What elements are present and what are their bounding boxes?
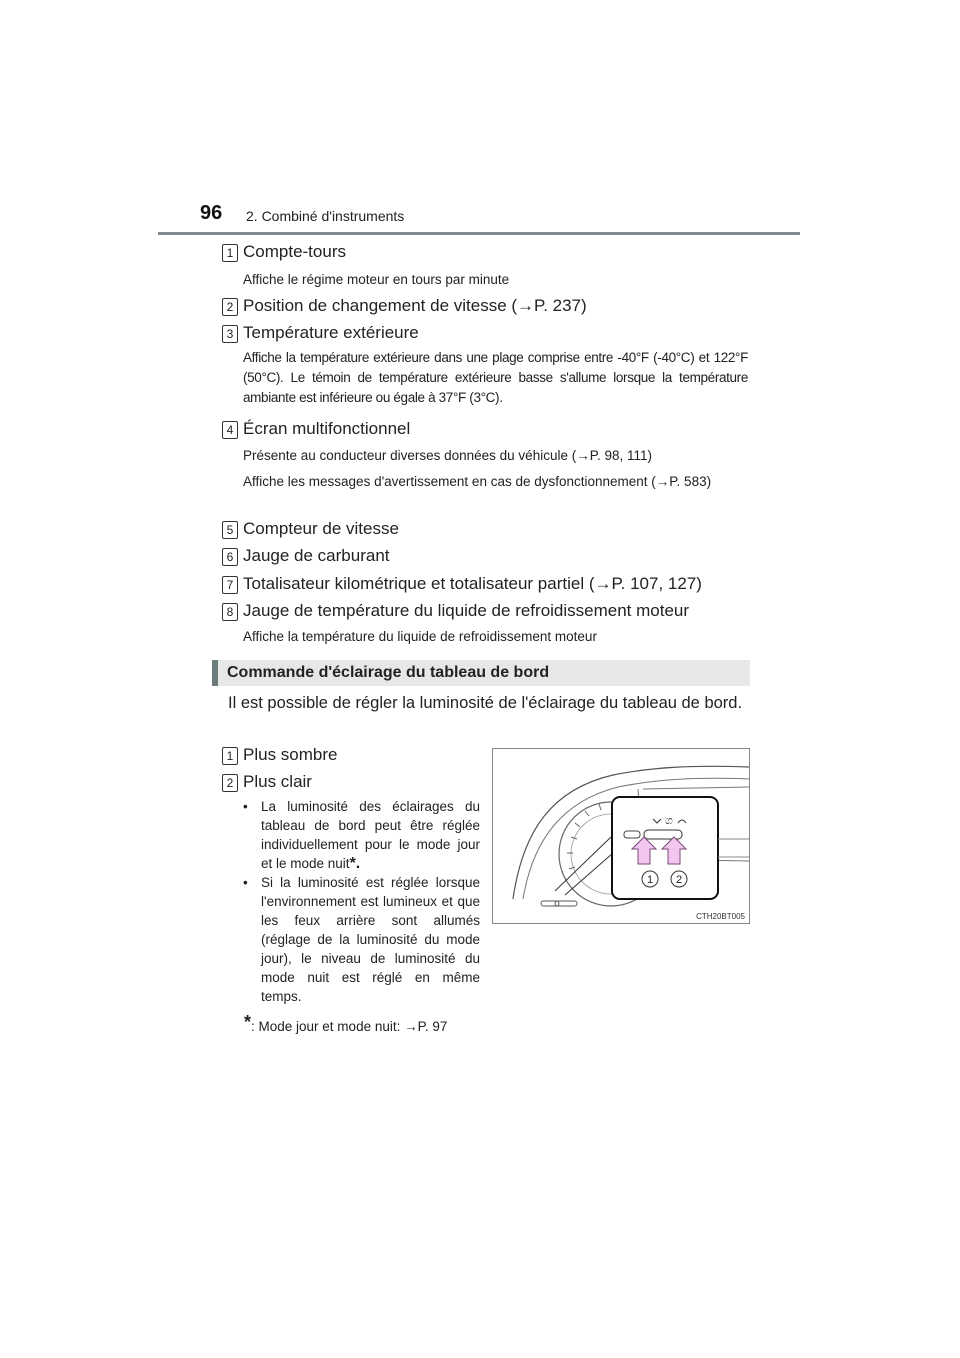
item-number: 3 <box>222 325 238 343</box>
item-label: Écran multifonctionnel <box>243 419 411 438</box>
item-description: Présente au conducteur diverses données du véhicule (→P. 98, 111) <box>243 448 653 463</box>
section-title: Commande d'éclairage du tableau de bord <box>227 664 550 681</box>
item-description: Affiche le régime moteur en tours par minute <box>243 272 510 287</box>
page-number: 96 <box>200 202 223 224</box>
section-heading-bar <box>212 660 218 686</box>
bullet-text-body: La luminosité des éclairages du tableau de bord peut être réglée individuellement pour le mode jour et le mode nuit <box>261 799 480 871</box>
bullet-mark: • <box>243 875 248 890</box>
dashboard-illustration <box>492 748 750 924</box>
item-number: 8 <box>222 603 238 621</box>
dashboard-drawing <box>493 749 749 923</box>
item-description: Affiche la température extérieure dans une plage comprise entre -40°F (-40°C) et 122°F (50°C). Le témoin de température extérieure basse s'allume lorsque la température ambiante est inférieure ou égale à 37°F (3°C). <box>243 350 748 405</box>
bullet-mark: • <box>243 799 248 814</box>
item-number: 1 <box>222 244 238 262</box>
item-label: Position de changement de vitesse (→P. 237) <box>243 296 587 315</box>
svg-text:ග: ග <box>665 814 673 827</box>
item-label: Jauge de température du liquide de refroidissement moteur <box>243 601 690 620</box>
item-label: Jauge de carburant <box>243 546 390 565</box>
item-label: Température extérieure <box>243 323 419 342</box>
bullet-text <box>261 797 480 873</box>
header-rule <box>158 232 800 235</box>
bullet-text: Si la luminosité est réglée lorsque l'environnement est lumineux et que les feux arrière sont allumés (réglage de la luminosité du mode jour), le niveau de luminosité du mode nuit est réglé en même temps. <box>261 875 480 1004</box>
item-label: Compte-tours <box>243 242 346 261</box>
footnote <box>244 1012 447 1034</box>
footnote-text: : Mode jour et mode nuit: →P. 97 <box>251 1019 448 1034</box>
item-label: Plus clair <box>243 772 312 791</box>
footnote-star: * <box>244 1012 252 1032</box>
bullet-item <box>244 797 480 873</box>
item-description: Affiche les messages d'avertissement en cas de dysfonctionnement (→P. 583) <box>243 474 712 489</box>
item-number: 6 <box>222 548 238 566</box>
item-number: 1 <box>222 747 238 765</box>
section-intro: Il est possible de régler la luminosité de l'éclairage du tableau de bord. <box>228 694 743 712</box>
figure-code: CTH20BT005 <box>696 912 745 921</box>
asterisk-mark: *. <box>349 855 361 872</box>
chapter-title: 2. Combiné d'instruments <box>246 208 405 224</box>
item-number: 2 <box>222 298 238 316</box>
item-number: 4 <box>222 421 238 439</box>
item-number: 5 <box>222 521 238 539</box>
item-number: 7 <box>222 576 238 594</box>
callout-2: 2 <box>675 874 683 886</box>
item-label: Plus sombre <box>243 745 338 764</box>
callout-1: 1 <box>646 874 654 886</box>
bullet-item <box>244 873 480 1006</box>
item-description: Affiche la température du liquide de refroidissement moteur <box>243 629 597 644</box>
item-label: Compteur de vitesse <box>243 519 399 538</box>
item-label: Totalisateur kilométrique et totalisateur partiel (→P. 107, 127) <box>243 574 702 593</box>
item-number: 2 <box>222 774 238 792</box>
section-heading <box>212 660 750 686</box>
